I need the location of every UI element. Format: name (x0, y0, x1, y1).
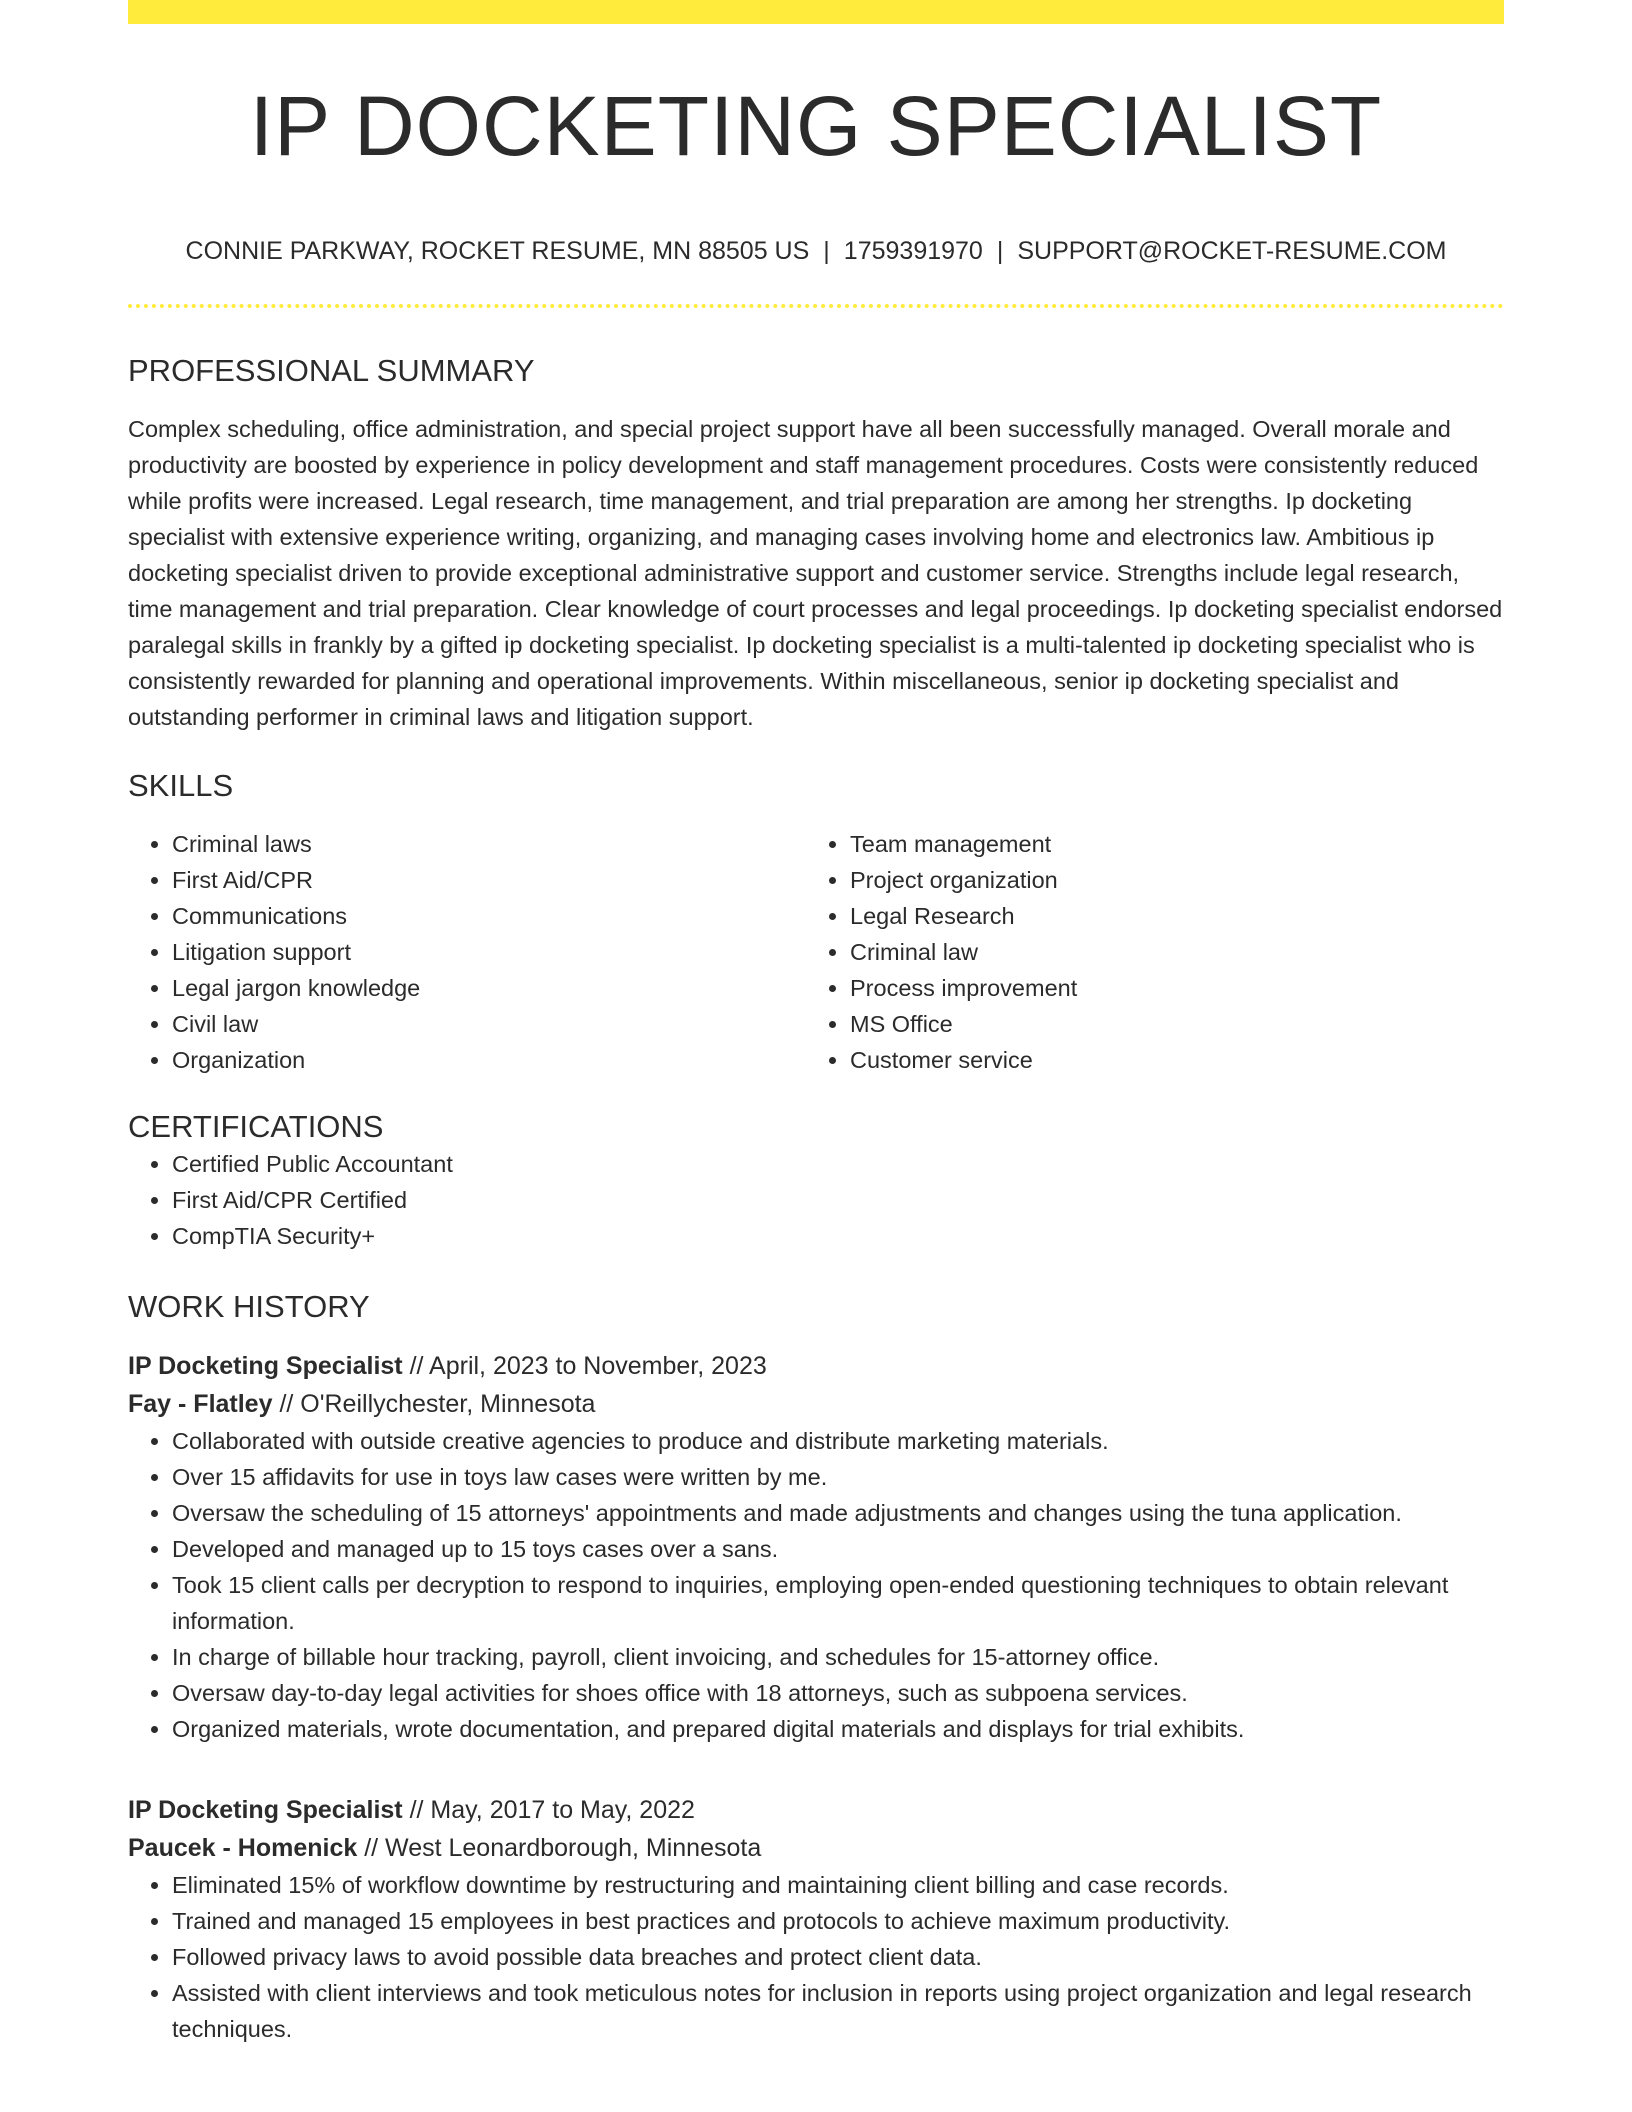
job-title: IP Docketing Specialist (128, 1795, 403, 1824)
skill-item: • Legal Research (850, 898, 1484, 934)
certifications-heading: CERTIFICATIONS (128, 1109, 384, 1145)
top-accent-bar (128, 0, 1504, 24)
certification-item: • Certified Public Accountant (172, 1146, 1504, 1182)
job-company-line (128, 1385, 1504, 1423)
job-duty: • Trained and managed 15 employees in best practices and protocols to achieve maximum productivity. (172, 1903, 1504, 1939)
job-dates: // April, 2023 to November, 2023 (402, 1351, 767, 1380)
certification-item: • First Aid/CPR Certified (172, 1182, 1504, 1218)
skill-item: • Litigation support (172, 934, 806, 970)
skill-item: • Criminal laws (172, 826, 806, 862)
job-dates: // May, 2017 to May, 2022 (402, 1795, 695, 1824)
job-company-line (128, 1829, 1504, 1867)
skill-item: • First Aid/CPR (172, 862, 806, 898)
job-duty: • Oversaw the scheduling of 15 attorneys' appointments and made adjustments and changes using the tuna application. (172, 1495, 1504, 1531)
job-location: // West Leonardborough, Minnesota (357, 1833, 762, 1862)
job-entry (128, 1791, 1504, 2047)
job-company: Fay - Flatley (128, 1389, 273, 1418)
resume-title: IP DOCKETING SPECIALIST (249, 79, 1383, 173)
skills-grid (128, 826, 1504, 1078)
skill-item: • Organization (172, 1042, 806, 1078)
job-title-line (128, 1347, 1504, 1385)
contact-email: SUPPORT@ROCKET-RESUME.COM (1017, 237, 1447, 265)
job-duty: • In charge of billable hour tracking, payroll, client invoicing, and schedules for 15-attorney office. (172, 1639, 1504, 1675)
skills-column-left (128, 826, 806, 1078)
job-duties-list (128, 1423, 1504, 1747)
skill-item: • Team management (850, 826, 1484, 862)
job-company: Paucek - Homenick (128, 1833, 358, 1862)
skill-item: • Legal jargon knowledge (172, 970, 806, 1006)
skills-heading: SKILLS (128, 768, 234, 804)
job-title-line (128, 1791, 1504, 1829)
job-duty: • Oversaw day-to-day legal activities for shoes office with 18 attorneys, such as subpoena services. (172, 1675, 1504, 1711)
certification-item: • CompTIA Security+ (172, 1218, 1504, 1254)
job-duty: • Developed and managed up to 15 toys cases over a sans. (172, 1531, 1504, 1567)
contact-separator: | (996, 237, 1004, 265)
job-entry (128, 1347, 1504, 1747)
skill-item: • Customer service (850, 1042, 1484, 1078)
contact-phone: 1759391970 (843, 237, 983, 265)
skill-item: • Project organization (850, 862, 1484, 898)
skill-item: • Civil law (172, 1006, 806, 1042)
work-history-heading: WORK HISTORY (128, 1288, 370, 1324)
contact-line (128, 236, 1504, 266)
job-duty: • Collaborated with outside creative agencies to produce and distribute marketing materials. (172, 1423, 1504, 1459)
job-duties-list (128, 1867, 1504, 2047)
summary-heading: PROFESSIONAL SUMMARY (128, 353, 535, 388)
job-duty: • Followed privacy laws to avoid possible data breaches and protect client data. (172, 1939, 1504, 1975)
job-duty: • Assisted with client interviews and took meticulous notes for inclusion in reports using project organization and legal research techniques. (172, 1975, 1504, 2047)
job-location: // O'Reillychester, Minnesota (272, 1389, 596, 1418)
resume-page (128, 0, 1504, 2047)
certifications-list (128, 1146, 1504, 1254)
dotted-divider (128, 304, 1504, 308)
skills-column-right (806, 826, 1484, 1078)
skill-item: • Criminal law (850, 934, 1484, 970)
contact-address: CONNIE PARKWAY, ROCKET RESUME, MN 88505 US (185, 237, 810, 265)
skill-item: • MS Office (850, 1006, 1484, 1042)
skill-item: • Process improvement (850, 970, 1484, 1006)
contact-separator: | (823, 237, 830, 265)
job-duty: • Over 15 affidavits for use in toys law cases were written by me. (172, 1459, 1504, 1495)
job-duty: • Took 15 client calls per decryption to respond to inquiries, employing open-ended questioning techniques to obtain relevant information. (172, 1567, 1504, 1639)
skill-item: • Communications (172, 898, 806, 934)
job-duty: • Organized materials, wrote documentation, and prepared digital materials and displays for trial exhibits. (172, 1711, 1504, 1747)
job-duty: • Eliminated 15% of workflow downtime by restructuring and maintaining client billing and case records. (172, 1867, 1504, 1903)
job-title: IP Docketing Specialist (128, 1351, 403, 1380)
summary-text: Complex scheduling, office administration, and special project support have all been successfully managed. Overall morale and productivity are boosted by experience in policy development and staff management procedures. Costs were consistently reduced while profits were increased. Legal research, time management, and trial preparation are among her strengths. Ip docketing specialist with extensive experience writing, organizing, and managing cases involving home and electronics law. Ambitious ip docketing specialist driven to provide exceptional administrative support and customer service. Strengths include legal research, time management and trial preparation. Clear knowledge of court processes and legal proceedings. Ip docketing specialist endorsed paralegal skills in frankly by a gifted ip docketing specialist. Ip docketing specialist is a multi-talented ip docketing specialist who is consistently rewarded for planning and operational improvements. Within miscellaneous, senior ip docketing specialist and outstanding performer in criminal laws and litigation support. (128, 416, 1503, 731)
